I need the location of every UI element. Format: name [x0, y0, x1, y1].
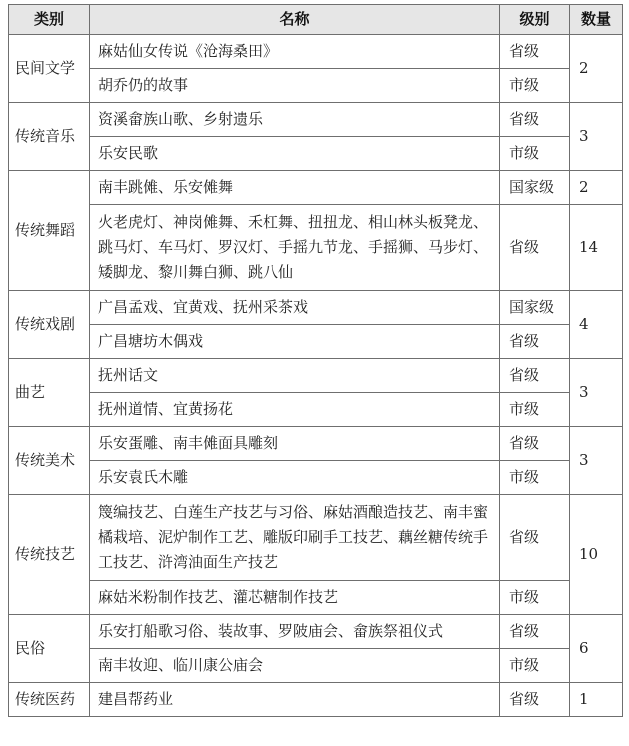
level-cell: 省级: [500, 35, 570, 69]
level-cell: 国家级: [500, 171, 570, 205]
table-row: [9, 427, 623, 461]
category-cell: 曲艺: [9, 359, 90, 427]
table-row: [9, 69, 623, 103]
item-name-cell: 资溪畲族山歌、乡射遗乐: [90, 103, 500, 137]
header-category: 类别: [9, 5, 90, 35]
count-cell: 3: [570, 103, 623, 171]
category-cell: 传统医药: [9, 683, 90, 717]
level-cell: 国家级: [500, 291, 570, 325]
header-row: [9, 5, 623, 35]
item-name-cell: 火老虎灯、神岗傩舞、禾杠舞、扭扭龙、相山林头板凳龙、跳马灯、车马灯、罗汉灯、手摇九节龙、手摇狮、马步灯、矮脚龙、黎川舞白狮、跳八仙: [90, 205, 500, 291]
item-name-cell: 麻姑米粉制作技艺、灌芯糖制作技艺: [90, 581, 500, 615]
item-name-cell: 篾编技艺、白莲生产技艺与习俗、麻姑酒酿造技艺、南丰蜜橘栽培、泥炉制作工艺、雕版印刷手工技艺、藕丝糖传统手工技艺、浒湾油面生产技艺: [90, 495, 500, 581]
level-cell: 省级: [500, 683, 570, 717]
item-name-cell: 南丰妆迎、临川康公庙会: [90, 649, 500, 683]
table-row: [9, 137, 623, 171]
count-cell: 10: [570, 495, 623, 615]
level-cell: 市级: [500, 69, 570, 103]
header-count: 数量: [570, 5, 623, 35]
table-row: [9, 359, 623, 393]
level-cell: 市级: [500, 137, 570, 171]
table-row: [9, 205, 623, 291]
table-row: [9, 649, 623, 683]
header-level: 级别: [500, 5, 570, 35]
table-row: [9, 35, 623, 69]
level-cell: 省级: [500, 427, 570, 461]
table-row: [9, 615, 623, 649]
count-cell: 2: [570, 171, 623, 205]
heritage-table: [8, 4, 623, 717]
category-cell: 传统技艺: [9, 495, 90, 615]
table-row: [9, 291, 623, 325]
level-cell: 市级: [500, 393, 570, 427]
item-name-cell: 抚州道情、宜黄扬花: [90, 393, 500, 427]
count-cell: 1: [570, 683, 623, 717]
table-row: [9, 171, 623, 205]
table-row: [9, 103, 623, 137]
table-row: [9, 461, 623, 495]
table-row: [9, 495, 623, 581]
level-cell: 省级: [500, 205, 570, 291]
level-cell: 市级: [500, 649, 570, 683]
count-cell: 3: [570, 427, 623, 495]
count-cell: 3: [570, 359, 623, 427]
level-cell: 市级: [500, 461, 570, 495]
item-name-cell: 乐安袁氏木雕: [90, 461, 500, 495]
level-cell: 省级: [500, 359, 570, 393]
count-cell: 4: [570, 291, 623, 359]
category-cell: 民间文学: [9, 35, 90, 103]
item-name-cell: 胡乔仍的故事: [90, 69, 500, 103]
item-name-cell: 乐安蛋雕、南丰傩面具雕刻: [90, 427, 500, 461]
item-name-cell: 广昌孟戏、宜黄戏、抚州采茶戏: [90, 291, 500, 325]
level-cell: 省级: [500, 103, 570, 137]
table-row: [9, 581, 623, 615]
table-row: [9, 393, 623, 427]
header-name: 名称: [90, 5, 500, 35]
category-cell: 传统舞蹈: [9, 171, 90, 291]
table-row: [9, 325, 623, 359]
category-cell: 传统音乐: [9, 103, 90, 171]
item-name-cell: 乐安民歌: [90, 137, 500, 171]
level-cell: 市级: [500, 581, 570, 615]
item-name-cell: 麻姑仙女传说《沧海桑田》: [90, 35, 500, 69]
item-name-cell: 乐安打船歌习俗、装故事、罗陂庙会、畲族祭祖仪式: [90, 615, 500, 649]
item-name-cell: 抚州话文: [90, 359, 500, 393]
count-cell: 14: [570, 205, 623, 291]
item-name-cell: 南丰跳傩、乐安傩舞: [90, 171, 500, 205]
count-cell: 6: [570, 615, 623, 683]
level-cell: 省级: [500, 325, 570, 359]
category-cell: 传统美术: [9, 427, 90, 495]
level-cell: 省级: [500, 495, 570, 581]
item-name-cell: 广昌塘坊木偶戏: [90, 325, 500, 359]
category-cell: 传统戏剧: [9, 291, 90, 359]
item-name-cell: 建昌帮药业: [90, 683, 500, 717]
count-cell: 2: [570, 35, 623, 103]
category-cell: 民俗: [9, 615, 90, 683]
level-cell: 省级: [500, 615, 570, 649]
table-row: [9, 683, 623, 717]
